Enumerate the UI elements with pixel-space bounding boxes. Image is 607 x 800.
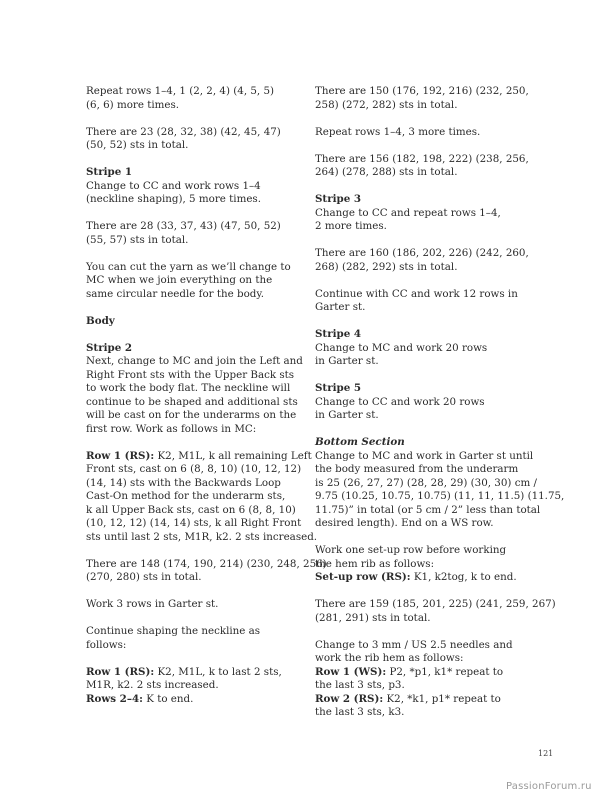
line-text: (6, 6) more times. <box>86 98 180 111</box>
text-line <box>86 693 296 707</box>
text-line <box>86 530 318 545</box>
text-line <box>315 288 530 302</box>
section-heading: Stripe 2 <box>86 341 133 354</box>
text-line <box>86 449 312 464</box>
text-line <box>315 706 530 720</box>
line-text: Right Front sts with the Upper Back sts <box>86 368 295 381</box>
paragraph <box>86 666 296 707</box>
text-line <box>315 503 541 518</box>
line-text: Repeat rows 1–4, 3 more times. <box>315 125 481 138</box>
text-line <box>315 571 530 585</box>
text-line <box>86 409 296 423</box>
line-text: Change to CC and repeat rows 1–4, <box>315 206 501 219</box>
line-text: Change to MC and work 20 rows <box>315 341 488 354</box>
text-line <box>86 625 296 639</box>
text-line <box>86 288 296 302</box>
text-line <box>315 679 530 693</box>
text-line <box>315 652 530 666</box>
line-text: 2 more times. <box>315 220 387 232</box>
row-label: Rows 2–4: <box>86 692 143 705</box>
text-line <box>315 463 530 477</box>
paragraph <box>315 288 530 315</box>
text-line <box>86 571 296 585</box>
section-heading: Stripe 4 <box>315 328 362 340</box>
line-text: There are 160 (186, 202, 226) (242, 260, <box>315 247 529 259</box>
text-line <box>315 247 530 261</box>
line-text: There are 28 (33, 37, 43) (47, 50, 52) <box>86 220 281 232</box>
line-text: K2, M1L, k to last 2 sts, <box>154 665 282 678</box>
paragraph <box>315 85 530 112</box>
section-heading: Stripe 5 <box>315 382 362 394</box>
text-line <box>315 449 534 464</box>
watermark: PassionForum.ru <box>506 781 592 792</box>
line-text: Next, change to MC and join the Left and <box>86 355 303 367</box>
paragraph <box>86 166 296 207</box>
line-text: follows: <box>86 638 127 651</box>
line-text: (neckline shaping), 5 more times. <box>86 193 261 205</box>
line-text: will be cast on for the underarms on the <box>86 409 297 421</box>
text-line <box>86 639 296 653</box>
line-text: 268) (282, 292) sts in total. <box>315 260 458 273</box>
paragraph <box>86 126 296 153</box>
line-text: (281, 291) sts in total. <box>315 611 431 624</box>
text-line <box>86 85 296 99</box>
paragraph <box>315 153 530 180</box>
line-text: 258) (272, 282) sts in total. <box>315 98 458 111</box>
line-text: in Garter st. <box>315 355 379 367</box>
text-line <box>86 504 296 518</box>
line-text: (14, 14) sts with the Backwards Loop <box>86 476 281 489</box>
line-text: K to end. <box>142 692 194 705</box>
line-text: (50, 52) sts in total. <box>86 139 189 151</box>
line-text: K2, *k1, p1* repeat to <box>383 692 501 705</box>
text-line <box>86 274 296 288</box>
line-text: Change to 3 mm / US 2.5 needles and <box>315 638 513 651</box>
text-line <box>86 517 302 531</box>
page-number: 121 <box>538 749 554 758</box>
line-text: Change to MC and work in Garter st until <box>315 449 534 462</box>
row-label: Set-up row (RS): <box>315 571 411 583</box>
text-line <box>315 612 530 626</box>
line-text: MC when we join everything on the <box>86 274 273 286</box>
text-line <box>86 382 296 396</box>
line-text: the body measured from the underarm <box>315 463 519 475</box>
text-line <box>86 679 296 693</box>
line-text: Repeat rows 1–4, 1 (2, 2, 4) (4, 5, 5) <box>86 85 275 97</box>
text-line <box>315 409 530 423</box>
line-text: is 25 (26, 27, 27) (28, 28, 29) (30, 30) cm / <box>315 476 537 489</box>
paragraph <box>315 126 530 140</box>
paragraph <box>315 247 530 274</box>
paragraph <box>315 382 530 423</box>
row-label: Row 1 (RS): <box>86 449 155 462</box>
text-line <box>86 261 296 275</box>
line-text: k all Upper Back sts, cast on 6 (8, 8, 10) <box>86 503 296 516</box>
line-text: to work the body flat. The neckline will <box>86 382 291 394</box>
text-line <box>315 126 530 140</box>
line-text: desired length). End on a WS row. <box>315 517 494 529</box>
line-text: Front sts, cast on 6 (8, 8, 10) (10, 12, 12) <box>86 463 302 475</box>
line-text: the last 3 sts, p3. <box>315 679 405 691</box>
text-line <box>315 220 530 234</box>
text-line <box>86 490 296 504</box>
text-line <box>315 666 530 680</box>
text-line <box>86 180 296 194</box>
line-text: Work 3 rows in Garter st. <box>86 598 219 610</box>
text-line <box>315 476 537 491</box>
line-text: There are 159 (185, 201, 225) (241, 259, 267) <box>315 598 556 610</box>
text-line <box>86 193 296 207</box>
text-line <box>86 234 296 248</box>
text-line <box>86 557 327 572</box>
text-line <box>315 85 530 99</box>
text-line <box>315 342 530 356</box>
line-text: same circular needle for the body. <box>86 287 265 300</box>
line-text: There are 23 (28, 32, 38) (42, 45, 47) <box>86 125 281 138</box>
text-line <box>315 166 530 180</box>
line-text: continue to be shaped and additional sts <box>86 395 298 408</box>
text-line <box>86 477 296 491</box>
text-line <box>315 355 530 369</box>
text-line <box>315 517 530 531</box>
text-line <box>86 126 296 140</box>
line-text: (270, 280) sts in total. <box>86 571 202 583</box>
text-line <box>86 666 296 680</box>
line-text: 11.75)” in total (or 5 cm / 2” less than total <box>315 503 541 516</box>
line-text: K1, k2tog, k to end. <box>410 571 517 583</box>
line-text: the last 3 sts, k3. <box>315 706 405 718</box>
row-label: Row 1 (WS): <box>315 665 387 678</box>
text-line <box>315 261 530 275</box>
right-column <box>315 85 565 733</box>
line-text: 264) (278, 288) sts in total. <box>315 166 458 178</box>
line-text: the hem rib as follows: <box>315 557 435 570</box>
line-text: There are 156 (182, 198, 222) (238, 256, <box>315 152 529 165</box>
line-text: Continue shaping the neckline as <box>86 625 261 637</box>
line-text: Change to CC and work rows 1–4 <box>86 179 261 192</box>
line-text: K2, M1L, k all remaining Left <box>154 449 312 462</box>
paragraph <box>315 598 556 625</box>
line-text: in Garter st. <box>315 409 379 421</box>
text-line <box>315 598 556 612</box>
text-line <box>86 99 296 113</box>
line-text: There are 148 (174, 190, 214) (230, 248, 256) <box>86 557 327 570</box>
text-line <box>315 207 530 221</box>
line-text: Work one set-up row before working <box>315 544 507 556</box>
line-text: 9.75 (10.25, 10.75, 10.75) (11, 11, 11.5) (11.75, <box>315 490 565 502</box>
left-column <box>86 85 327 720</box>
paragraph <box>86 449 318 545</box>
text-line <box>86 396 296 410</box>
line-text: work the rib hem as follows: <box>315 652 464 664</box>
line-text: Garter st. <box>315 301 366 313</box>
text-line <box>315 558 530 572</box>
section-heading: Stripe 3 <box>315 193 362 205</box>
text-line <box>86 139 296 153</box>
line-text: (55, 57) sts in total. <box>86 233 189 246</box>
line-text: M1R, k2. 2 sts increased. <box>86 679 219 691</box>
paragraph <box>86 557 327 585</box>
text-line <box>315 153 530 167</box>
line-text: There are 150 (176, 192, 216) (232, 250, <box>315 85 529 97</box>
line-text: Change to CC and work 20 rows <box>315 395 485 408</box>
paragraph <box>86 598 296 612</box>
text-line <box>86 355 303 369</box>
text-line <box>86 463 302 477</box>
text-line <box>86 598 296 612</box>
paragraph <box>86 261 296 302</box>
text-line <box>315 544 530 558</box>
paragraph <box>86 315 296 329</box>
text-line <box>315 490 565 504</box>
paragraph <box>315 328 530 369</box>
paragraph <box>86 625 296 652</box>
text-line <box>86 369 296 383</box>
line-text: first row. Work as follows in MC: <box>86 422 257 435</box>
paragraph <box>315 436 565 531</box>
row-label: Row 1 (RS): <box>86 665 155 678</box>
paragraph <box>86 220 296 247</box>
text-line <box>86 423 296 437</box>
text-line <box>86 220 296 234</box>
line-text: Continue with CC and work 12 rows in <box>315 287 518 300</box>
line-text: Cast-On method for the underarm sts, <box>86 490 286 502</box>
paragraph <box>315 544 530 585</box>
text-line <box>315 99 530 113</box>
section-heading: Bottom Section <box>315 436 405 448</box>
paragraph <box>315 639 530 720</box>
line-text: You can cut the yarn as we’ll change to <box>86 260 291 273</box>
line-text: (10, 12, 12) (14, 14) sts, k all Right Front <box>86 517 302 529</box>
line-text: sts until last 2 sts, M1R, k2. 2 sts increased. <box>86 530 318 543</box>
text-line <box>315 301 530 315</box>
text-line <box>315 396 530 410</box>
paragraph <box>86 341 303 437</box>
paragraph <box>86 85 296 112</box>
text-line <box>315 639 530 653</box>
row-label: Row 2 (RS): <box>315 692 384 705</box>
line-text: P2, *p1, k1* repeat to <box>386 665 504 678</box>
section-heading: Stripe 1 <box>86 166 133 178</box>
text-line <box>315 693 530 707</box>
paragraph <box>315 193 530 234</box>
section-heading: Body <box>86 314 115 327</box>
